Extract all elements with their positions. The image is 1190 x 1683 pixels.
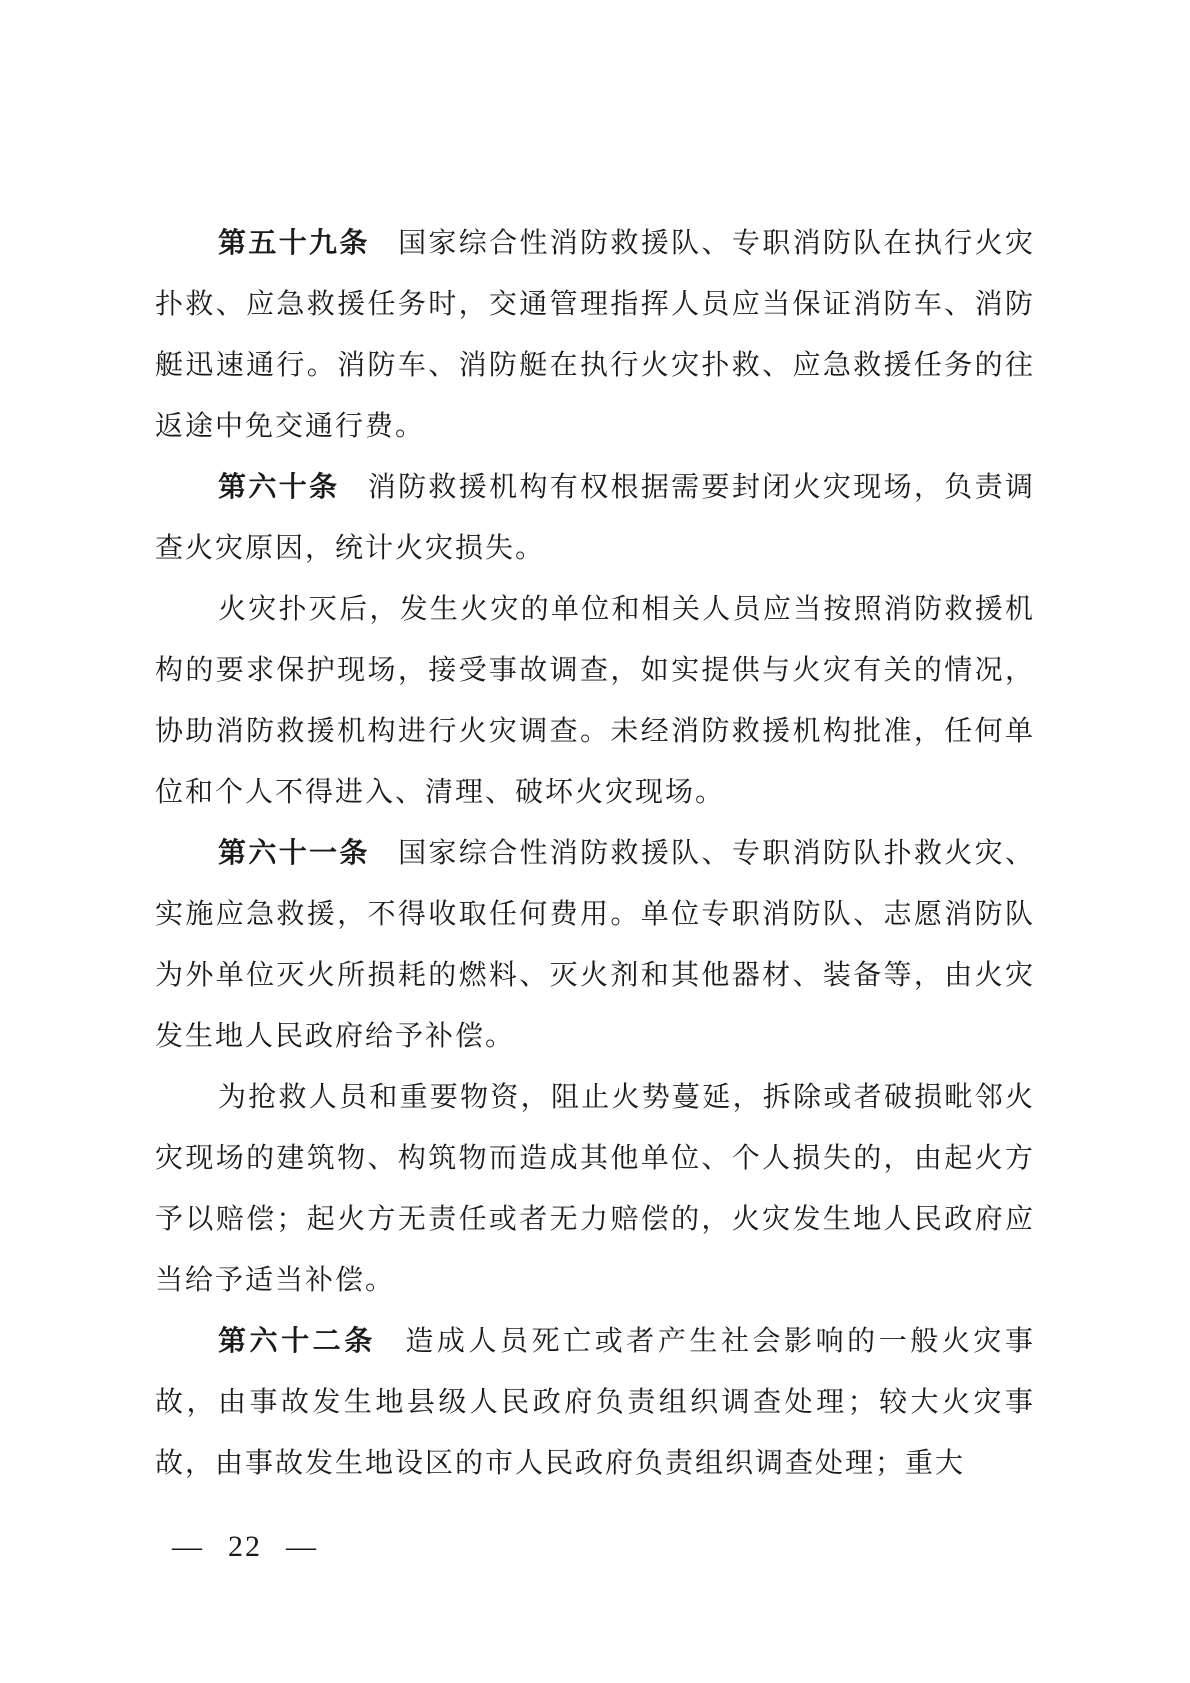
paragraph-text: 国家综合性消防救援队、专职消防队扑救火灾、实施应急救援，不得收取任何费用。单位专职消防队、志愿消防队为外单位灭火所损耗的燃料、灭火剂和其他器材、装备等，由火灾发生地人民政府给予补偿。 [155, 836, 1035, 1052]
paragraph-text: 造成人员死亡或者产生社会影响的一般火灾事故，由事故发生地县级人民政府负责组织调查处理；较大火灾事故，由事故发生地设区的市人民政府负责组织调查处理；重大 [155, 1324, 1035, 1479]
paragraph-text: 国家综合性消防救援队、专职消防队在执行火灾扑救、应急救援任务时，交通管理指挥人员应当保证消防车、消防艇迅速通行。消防车、消防艇在执行火灾扑救、应急救援任务的往返途中免交通行费。 [155, 226, 1035, 442]
footer-dash-right: — [286, 1530, 318, 1563]
paragraph-article-60 [155, 456, 1035, 578]
article-number: 第六十二条 [218, 1324, 376, 1357]
paragraph-text: 火灾扑灭后，发生火灾的单位和相关人员应当按照消防救援机构的要求保护现场，接受事故调查，如实提供与火灾有关的情况，协助消防救援机构进行火灾调查。未经消防救援机构批准，任何单位和个人不得进入、清理、破坏火灾现场。 [155, 592, 1035, 808]
paragraph-text: 消防救援机构有权根据需要封闭火灾现场，负责调查火灾原因，统计火灾损失。 [155, 470, 1035, 564]
article-number: 第五十九条 [218, 226, 370, 259]
paragraph-article-60-continued [155, 578, 1035, 822]
paragraph-text: 为抢救人员和重要物资，阻止火势蔓延，拆除或者破损毗邻火灾现场的建筑物、构筑物而造成其他单位、个人损失的，由起火方予以赔偿；起火方无责任或者无力赔偿的，火灾发生地人民政府应当给予适当补偿。 [155, 1080, 1035, 1296]
article-number: 第六十一条 [218, 836, 370, 869]
paragraph-article-61-continued [155, 1066, 1035, 1310]
document-body [155, 212, 1035, 1493]
page-footer [172, 1530, 318, 1564]
paragraph-article-62 [155, 1310, 1035, 1493]
page-number: 22 [228, 1530, 262, 1563]
paragraph-article-61 [155, 822, 1035, 1066]
footer-dash-left: — [172, 1530, 204, 1563]
article-number: 第六十条 [218, 470, 340, 503]
paragraph-article-59 [155, 212, 1035, 456]
